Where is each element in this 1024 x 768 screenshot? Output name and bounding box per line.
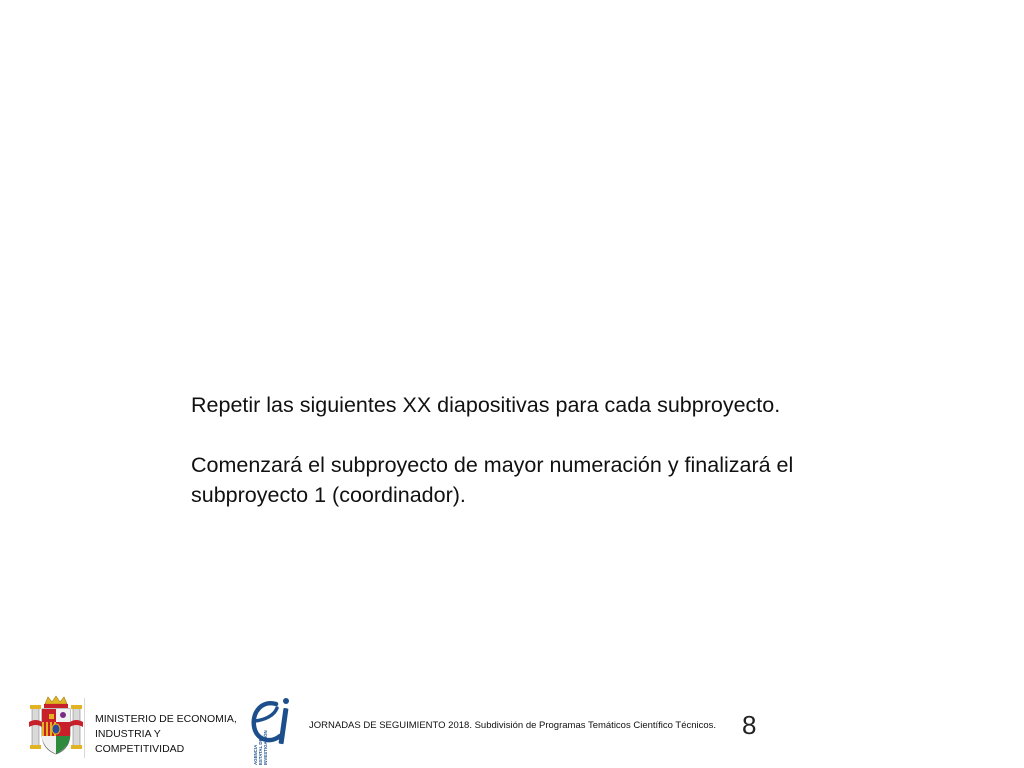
instruction-paragraph: Repetir las siguientes XX diapositivas para cada subproyecto.: [191, 393, 781, 417]
agencia-estatal-investigacion-logo-icon: [246, 694, 292, 766]
slide-number: 8: [742, 710, 757, 740]
ministry-line: MINISTERIO DE ECONOMIA,: [95, 713, 237, 725]
footer-caption: JORNADAS DE SEGUIMIENTO 2018. Subdivisión de Programas Temáticos Científico Técnicos.: [309, 720, 717, 731]
agency-logo-line: INVESTIGACIÓN: [263, 730, 268, 765]
spain-coat-of-arms-icon: [28, 694, 84, 758]
ministry-line: COMPETITIVIDAD: [95, 743, 185, 755]
ministry-name: [95, 712, 255, 757]
agency-logo-line: ESTATAL DE: [258, 738, 263, 765]
footer-divider: [84, 698, 85, 758]
ministry-line: INDUSTRIA Y: [95, 728, 161, 740]
agency-logo-line: AGENCIA: [253, 744, 258, 765]
slide-body: [191, 390, 881, 510]
order-paragraph: Comenzará el subproyecto de mayor numeración y finalizará el subproyecto 1 (coordinador).: [191, 453, 794, 507]
slide-footer: [0, 690, 1024, 768]
